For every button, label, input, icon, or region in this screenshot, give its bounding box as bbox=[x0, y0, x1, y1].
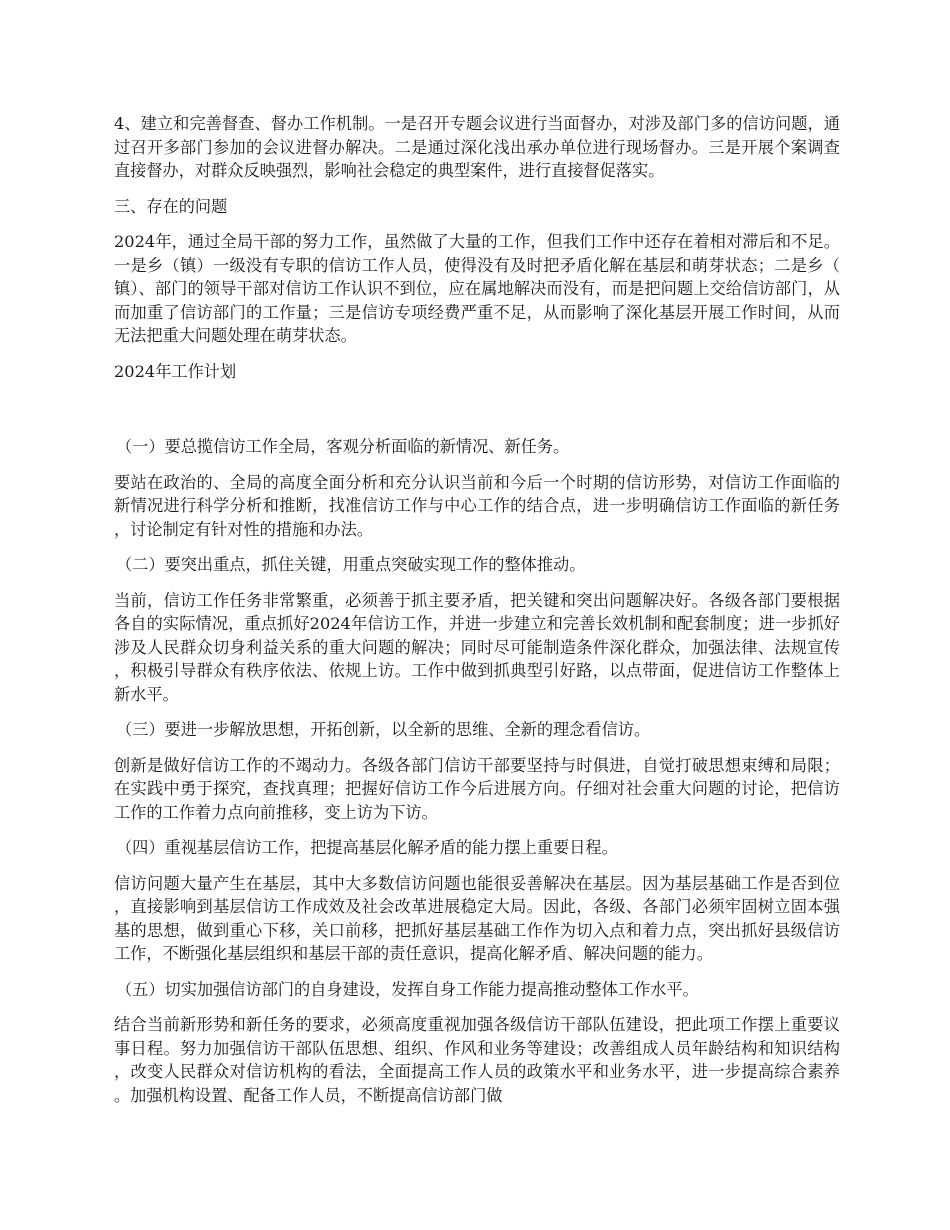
spacer bbox=[114, 395, 840, 435]
subheading-4: （四）重视基层信访工作，把提高基层化解矛盾的能力摆上重要日程。 bbox=[116, 838, 618, 857]
subheading-5: （五）切实加强信访部门的自身建设，发挥自身工作能力提高推动整体工作水平。 bbox=[116, 979, 699, 999]
section-heading-problems: 三、存在的问题 bbox=[114, 196, 228, 216]
paragraph-1: 要站在政治的、全局的高度全面分析和充分认识当前和今后一个时期的信访形势，对信访工作面临的新情况进行科学分析和推断，找准信访工作与中心工作的结合点，进一步明确信访工作面临的新任务，讨论制定有针对性的措施和办法。 bbox=[114, 472, 840, 539]
paragraph-2: 当前，信访工作任务非常繁重，必须善于抓主要矛盾，把关键和突出问题解决好。各级各部门要根据各自的实际情况，重点抓好2024年信访工作，并进一步建立和完善长效机制和配套制度；进一步抓好涉及人民群众切身利益关系的重大问题的解决；同时尽可能制造条件深化群众，加强法律、法规宣传，积极引导群众有秩序依法、依规上访。工作中做到抓典型引好路，以点带面，促进信访工作整体上新水平。 bbox=[114, 590, 840, 704]
section-heading-plan: 2024年工作计划 bbox=[114, 361, 237, 381]
document-body bbox=[114, 112, 840, 1119]
paragraph-5: 结合当前新形势和新任务的要求，必须高度重视加强各级信访干部队伍建设，把此项工作摆上重要议事日程。努力加强信访干部队伍思想、组织、作风和业务等建设；改善组成人员年龄结构和知识结构，改变人民群众对信访机构的看法，全面提高工作人员的政策水平和业务水平，进一步提高综合素养。加强机构设置、配备工作人员，不断提高信访部门做 bbox=[114, 1015, 840, 1105]
paragraph-problems: 2024年，通过全局干部的努力工作，虽然做了大量的工作，但我们工作中还存在着相对滞后和不足。一是乡（镇）一级没有专职的信访工作人员，使得没有及时把矛盾化解在基层和萌芽状态；二是乡（镇）、部门的领导干部对信访工作认识不到位，应在属地解决而没有，而是把问题上交给信访部门，从而加重了信访部门的工作量；三是信访专项经费严重不足，从而影响了深化基层开展工作时间，从而无法把重大问题处理在萌芽状态。 bbox=[114, 232, 840, 345]
paragraph-item4: 4、建立和完善督查、督办工作机制。一是召开专题会议进行当面督办，对涉及部门多的信访问题，通过召开多部门参加的会议进督办解决。二是通过深化浅出承办单位进行现场督办。三是开展个案调查直接督办，对群众反映强烈，影响社会稳定的典型案件，进行直接督促落实。 bbox=[114, 114, 840, 180]
subheading-3: （三）要进一步解放思想，开拓创新，以全新的思维、全新的理念看信访。 bbox=[116, 720, 651, 739]
paragraph-3: 创新是做好信访工作的不竭动力。各级各部门信访干部要坚持与时俱进，自觉打破思想束缚和局限；在实践中勇于探究，查找真理；把握好信访工作今后进展方向。仔细对社会重大问题的讨论，把信访工作的工作着力点向前推移，变上访为下访。 bbox=[114, 755, 840, 822]
subheading-2: （二）要突出重点，抓住关键，用重点突破实现工作的整体推动。 bbox=[116, 555, 586, 574]
subheading-1: （一）要总揽信访工作全局，客观分析面临的新情况、新任务。 bbox=[116, 437, 570, 456]
paragraph-4: 信访问题大量产生在基层，其中大多数信访问题也能很妥善解决在基层。因为基层基础工作是否到位，直接影响到基层信访工作成效及社会改革进展稳定大局。因此，各级、各部门必须牢固树立固本强基的思想，做到重心下移，关口前移，把抓好基层基础工作作为切入点和着力点，突出抓好县级信访工作，不断强化基层组织和基层干部的责任意识，提高化解矛盾、解决问题的能力。 bbox=[114, 873, 840, 963]
